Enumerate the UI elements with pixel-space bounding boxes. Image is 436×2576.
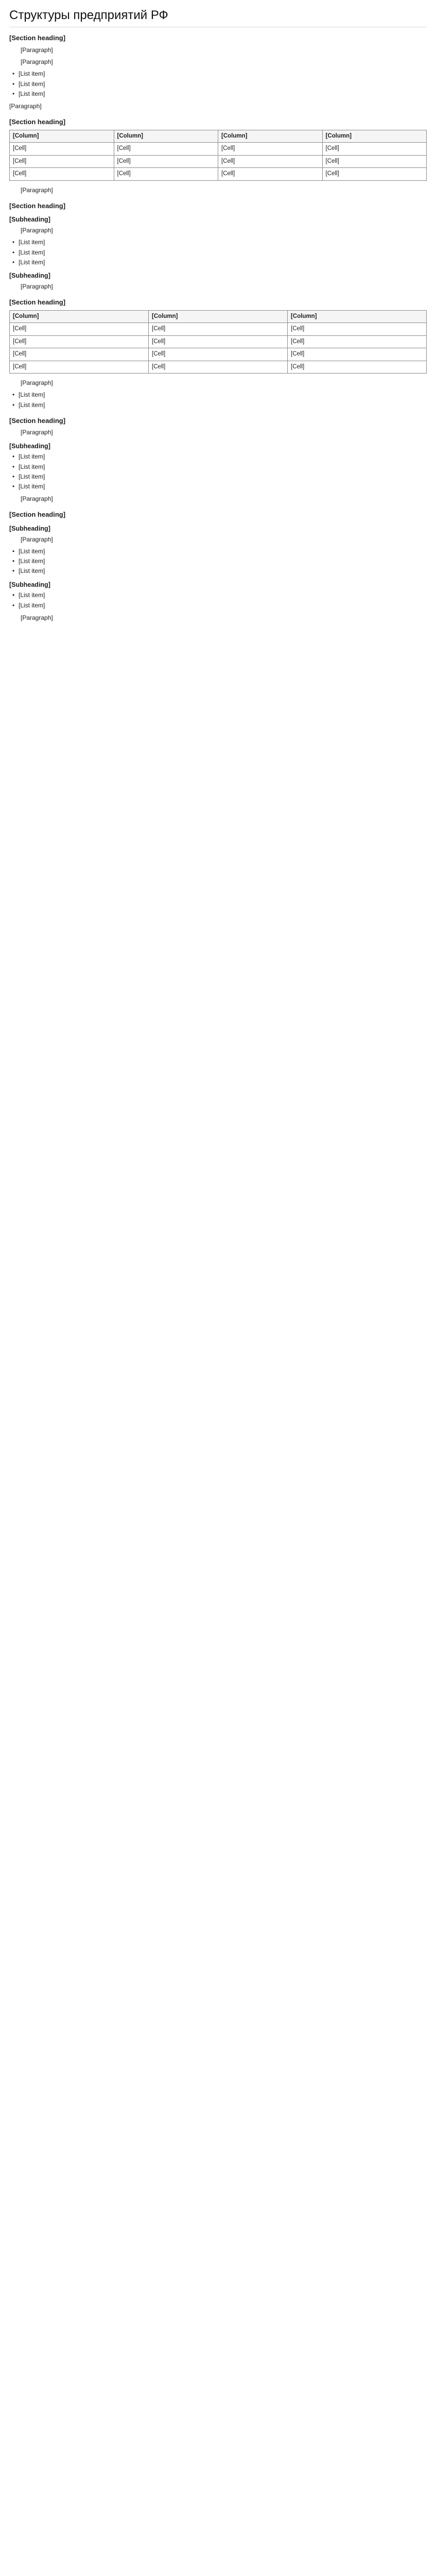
paragraph: [Paragraph] (21, 495, 53, 503)
list-item: • [List item] (9, 472, 427, 481)
section-heading: [Section heading] (9, 34, 66, 42)
table-cell: [Cell] (288, 361, 427, 374)
page-title: Структуры предприятий РФ (9, 7, 427, 27)
document-section (9, 510, 427, 622)
subsection-heading: [Subheading] (9, 216, 50, 224)
table-cell: [Cell] (149, 361, 288, 374)
subsection-heading: [Subheading] (9, 272, 50, 280)
table-cell: [Cell] (149, 335, 288, 348)
list-item: • [List item] (9, 452, 427, 461)
table-cell: [Cell] (10, 155, 114, 168)
document-page (0, 0, 436, 645)
document-section (9, 298, 427, 409)
table-header-cell: [Column] (218, 130, 323, 143)
list-item: • [List item] (9, 238, 427, 246)
paragraph: [Paragraph] (21, 429, 53, 436)
table-cell: [Cell] (114, 168, 218, 181)
table-cell: [Cell] (288, 348, 427, 361)
paragraph: [Paragraph] (21, 282, 53, 290)
table-cell: [Cell] (288, 335, 427, 348)
table-header-cell: [Column] (288, 310, 427, 323)
document-section (9, 201, 427, 291)
paragraph: [Paragraph] (21, 227, 53, 234)
document-body (9, 33, 427, 622)
table-cell: [Cell] (149, 323, 288, 336)
list-item: • [List item] (9, 401, 427, 409)
table-cell: [Cell] (149, 348, 288, 361)
table-cell: [Cell] (10, 323, 149, 336)
list-item: • [List item] (9, 591, 427, 599)
table-row (10, 361, 427, 374)
table-cell: [Cell] (322, 168, 427, 181)
section-heading: [Section heading] (9, 416, 66, 425)
paragraph: [Paragraph] (21, 535, 53, 543)
table-header-cell: [Column] (10, 310, 149, 323)
table-row (10, 168, 427, 181)
paragraph: [Paragraph] (21, 379, 53, 387)
paragraph: [Paragraph] (21, 58, 53, 66)
list-item: • [List item] (9, 80, 427, 88)
bullet-list (9, 391, 427, 409)
data-table (9, 130, 427, 181)
section-heading: [Section heading] (9, 298, 66, 307)
document-section (9, 416, 427, 503)
table-row (10, 155, 427, 168)
table-row (10, 348, 427, 361)
table-header-cell: [Column] (10, 130, 114, 143)
table-cell: [Cell] (10, 348, 149, 361)
subsection-heading: [Subheading] (9, 581, 50, 588)
section-heading: [Section heading] (9, 511, 66, 519)
table-cell: [Cell] (322, 143, 427, 156)
table-cell: [Cell] (218, 143, 323, 156)
section-heading: [Section heading] (9, 201, 66, 210)
bullet-list (9, 238, 427, 266)
table-cell: [Cell] (288, 323, 427, 336)
table-header-cell: [Column] (149, 310, 288, 323)
list-item: • [List item] (9, 248, 427, 257)
table-cell: [Cell] (114, 143, 218, 156)
bullet-list (9, 547, 427, 575)
paragraph: [Paragraph] (21, 614, 53, 621)
table-row (10, 335, 427, 348)
bullet-list (9, 452, 427, 490)
table-header-row (10, 130, 427, 143)
table-header-cell: [Column] (114, 130, 218, 143)
data-table (9, 310, 427, 374)
list-item: • [List item] (9, 482, 427, 490)
table-cell: [Cell] (10, 143, 114, 156)
section-heading: [Section heading] (9, 118, 66, 126)
list-item: • [List item] (9, 557, 427, 565)
list-item: • [List item] (9, 90, 427, 98)
subsection-heading: [Subheading] (9, 442, 50, 450)
paragraph: [Paragraph] (9, 102, 42, 110)
document-section (9, 117, 427, 194)
list-item: • [List item] (9, 567, 427, 575)
table-cell: [Cell] (218, 168, 323, 181)
list-item: • [List item] (9, 463, 427, 471)
subsection-heading: [Subheading] (9, 524, 50, 532)
table-cell: [Cell] (10, 335, 149, 348)
list-item: • [List item] (9, 258, 427, 266)
table-cell: [Cell] (322, 155, 427, 168)
paragraph: [Paragraph] (21, 186, 53, 194)
table-cell: [Cell] (218, 155, 323, 168)
bullet-list (9, 70, 427, 98)
paragraph: [Paragraph] (21, 46, 53, 54)
table-row (10, 323, 427, 336)
table-header-row (10, 310, 427, 323)
list-item: • [List item] (9, 391, 427, 399)
list-item: • [List item] (9, 547, 427, 555)
bullet-list (9, 591, 427, 609)
document-section (9, 33, 427, 110)
list-item: • [List item] (9, 601, 427, 609)
table-cell: [Cell] (10, 361, 149, 374)
list-item: • [List item] (9, 70, 427, 78)
table-row (10, 143, 427, 156)
table-cell: [Cell] (10, 168, 114, 181)
table-cell: [Cell] (114, 155, 218, 168)
table-header-cell: [Column] (322, 130, 427, 143)
